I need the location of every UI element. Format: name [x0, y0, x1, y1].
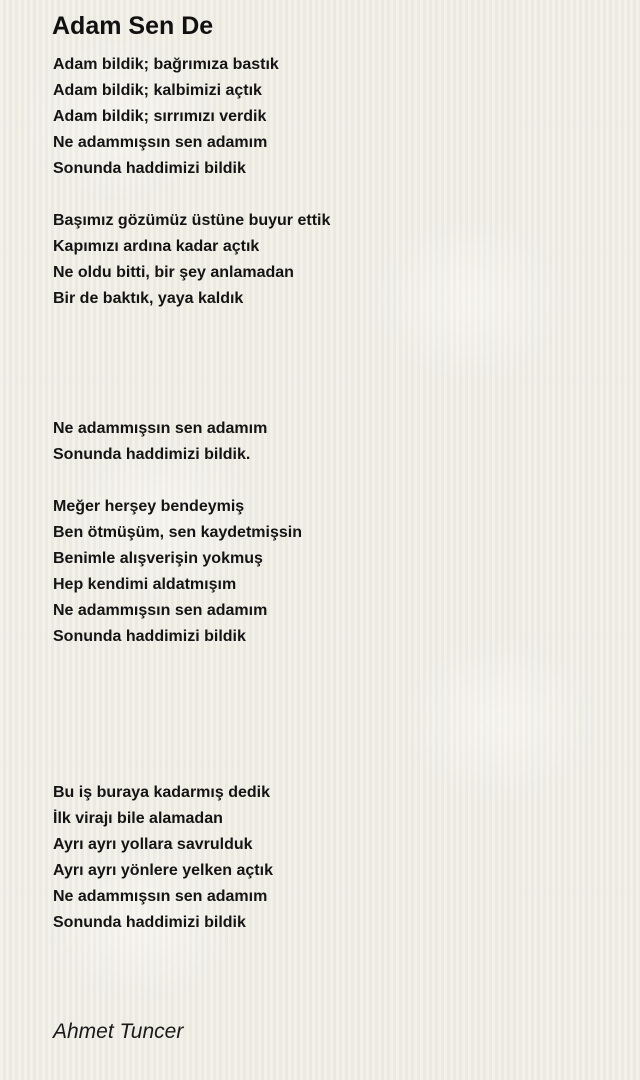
poem-line: Bir de baktık, yaya kaldık: [53, 290, 244, 307]
stanza-gap: [53, 182, 613, 208]
poem-line: Sonunda haddimizi bildik.: [53, 446, 251, 463]
poem-line: Meğer herşey bendeymiş: [53, 498, 245, 515]
poem-line: Bu iş buraya kadarmış dedik: [53, 784, 270, 801]
stanza-gap: [53, 702, 613, 728]
stanza-gap: [53, 676, 613, 702]
poem-line: Ben ötmüşüm, sen kaydetmişsin: [53, 524, 302, 541]
poem-line: Kapımızı ardına kadar açtık: [53, 238, 260, 255]
poem-line: Ne oldu bitti, bir şey anlamadan: [53, 264, 294, 281]
stanza-gap: [53, 390, 613, 416]
poem-line: Ne adammışsın sen adamım: [53, 420, 268, 437]
stanza-gap: [53, 468, 613, 494]
poem-line: Sonunda haddimizi bildik: [53, 160, 246, 177]
stanza-gap: [53, 650, 613, 676]
stanza-gap: [53, 728, 613, 754]
poem-line: Ne adammışsın sen adamım: [53, 602, 268, 619]
poem-line: Benimle alışverişin yokmuş: [53, 550, 263, 567]
poem-line: Ayrı ayrı yollara savrulduk: [53, 836, 253, 853]
poem-line: Başımız gözümüz üstüne buyur ettik: [53, 212, 331, 229]
poem-title: Adam Sen De: [52, 12, 214, 40]
poem-line: Adam bildik; sırrımızı verdik: [53, 108, 267, 125]
poem-line: İlk virajı bile alamadan: [53, 810, 223, 827]
poem-line: Adam bildik; bağrımıza bastık: [53, 56, 279, 73]
poem-line: Ne adammışsın sen adamım: [53, 888, 268, 905]
poem-line: Adam bildik; kalbimizi açtık: [53, 82, 262, 99]
poem-line: Sonunda haddimizi bildik: [53, 914, 246, 931]
poem-line: Ne adammışsın sen adamım: [53, 134, 268, 151]
stanza-gap: [53, 754, 613, 780]
poem-line: Ayrı ayrı yönlere yelken açtık: [53, 862, 273, 879]
poem-line: Hep kendimi aldatmışım: [53, 576, 237, 593]
stanza-gap: [53, 364, 613, 390]
poem-line: Sonunda haddimizi bildik: [53, 628, 246, 645]
poem-author: Ahmet Tuncer: [53, 1020, 184, 1043]
stanza-gap: [53, 312, 613, 338]
poem-body: [53, 52, 613, 936]
stanza-gap: [53, 338, 613, 364]
